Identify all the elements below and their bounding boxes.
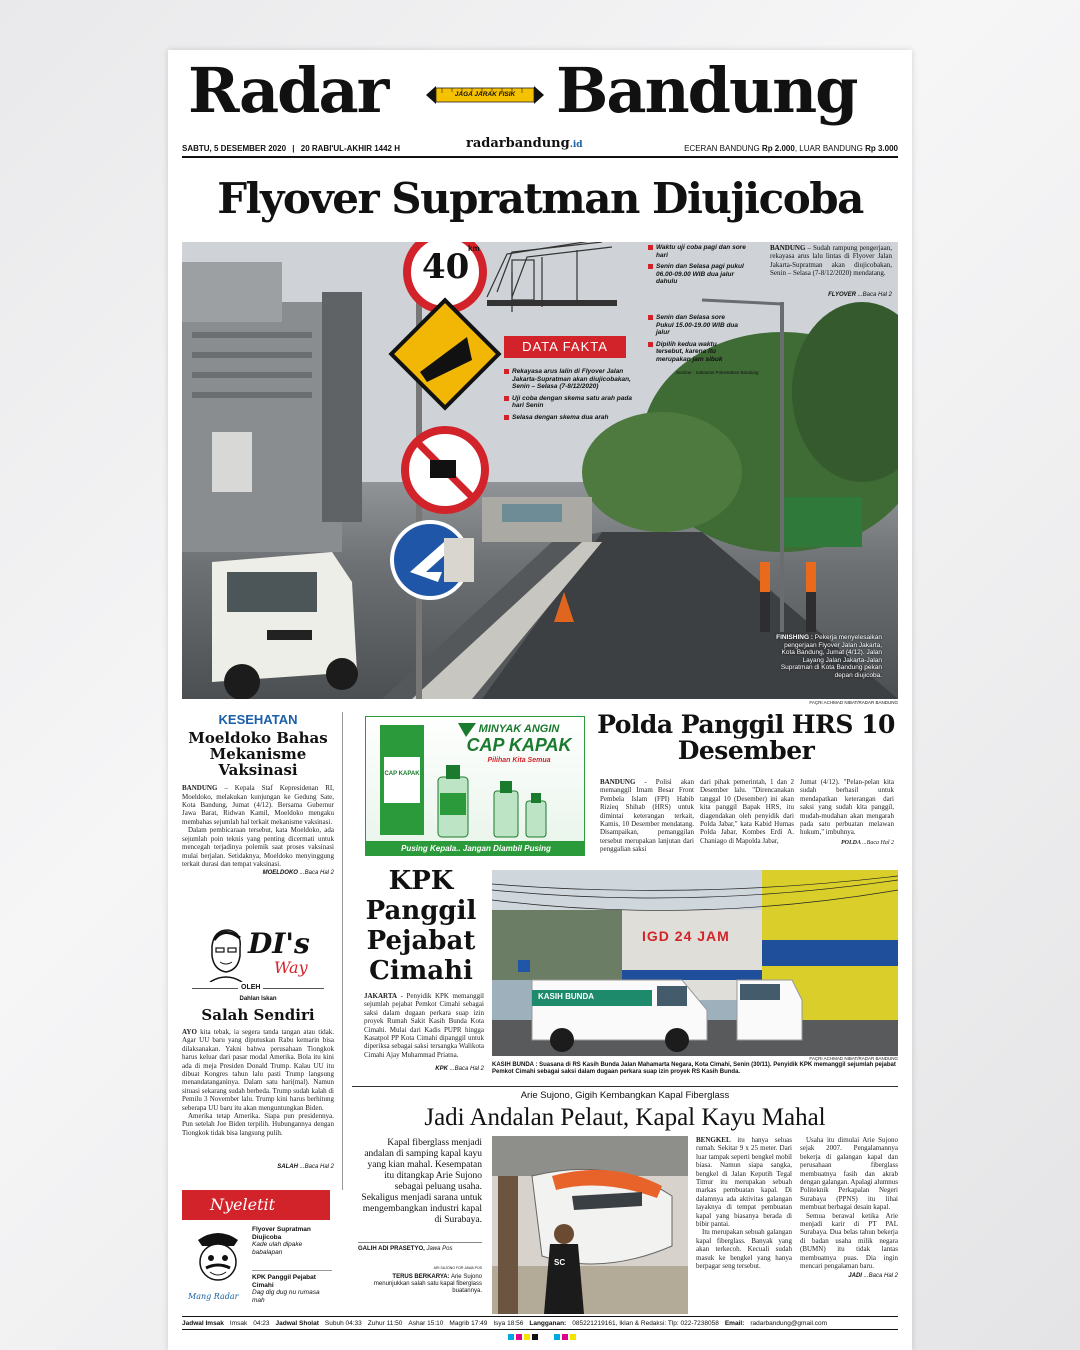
feature-rule (352, 1086, 898, 1087)
ad-tagline: Pusing Kepala.. Jangan Diambil Pusing (366, 841, 585, 856)
hijri-date: 20 RABI'UL-AKHIR 1442 H (300, 144, 401, 153)
facts-bottom (504, 368, 644, 421)
contact-info: 085221219161, Iklan & Redaksi: Tlp: 022-7238058 (572, 1319, 719, 1327)
column-rule (342, 712, 343, 1190)
disway-headline: Salah Sendiri (201, 1006, 315, 1024)
igd-sign: IGD 24 JAM (642, 928, 730, 944)
footer-bar: Jadwal Imsak Imsak 04:23 Jadwal Sholat Subuh 04:33 Zuhur 11:50 Ashar 15:10 Magrib 17:49 Isya 18:56 Langganan: 085221219161, Iklan & Redaksi: Tlp: 022-7238058 Email: radarbandung@gmail.com (182, 1316, 898, 1330)
ambulance-label: KASIH BUNDA (538, 992, 594, 1001)
polda-body (600, 778, 900, 854)
kpk-body: JAKARTA - Penyidik KPK memanggil sejumlah pejabat Pemkot Cimahi sebagai saksi dalam dugaan perkara suap izin proyek Rumah Sakit Kasih Bunda Kota Cimahi. Mulai dari Kadis PUPR hingga Kasatpol PP Kota Cimahi dipanggil untuk diperiksa sebagai saksi tersangka Walikota Cimahi Ajay Muhammad Priatna. (364, 992, 484, 1059)
feature-byline: GALIH ADI PRASETYO, Jawa Pos (358, 1242, 482, 1252)
newspaper-page (168, 50, 912, 1350)
date: SABTU, 5 DESEMBER 2020 (182, 144, 287, 153)
feature-col: BENGKEL itu hanya seluas rumah. Sekitar 9 x 25 meter. Dari luar tampak seperti bengkel mobil biasa. Namun siapa sangka, bengkel di Jalan Keputih Tegal Timur itu merupakan sebuah markas pembuatan kapal. Di dalamnya ada aktivitas galangan layaknya di tempat pembuatan kapal yang biasanya berada di bibir pantai. Itu merupakan sebuah galangan kapal fiberglass. Banyak yang akan terkecoh. Kecuali sudah masuk ke bengkel yang hanya berpagar seng tersebut. (696, 1136, 792, 1271)
feature-photo-credit: ARI SUJONO FOR JAWA POS (433, 1266, 482, 1270)
polda-headline: Polda Panggil HRS 10 Desember (597, 710, 895, 766)
fact-item: Dipilih kedua waktu tersebut, karena itu merupakan jam sibuk (648, 341, 738, 364)
fact-item: Senin dan Selasa sore Pukul 15.00-19.00 WIB dua jalur (648, 314, 738, 337)
polda-col: BANDUNG - Polisi akan memanggil Imam Besar Front Pembela Islam (FPI) Habib Rizieq Shihab (HRS) untuk dimintai keterangan terkait, Kamis, 10 Desember mendatang. Disampaikan, pemanggilan tersebut merupakan lanjutan dari penggalian saksi (600, 778, 694, 854)
kpk-caption: KASIH BUNDA : Suasana di RS Kasih Bunda Jalan Mahamarta Negara, Kota Cimahi, Senin (30/11). Penyidik KPK memanggil sejumlah pejabat Pemkot Cimahi sebagai saksi dalam dugaan perkara suap izin proyek RS Kasih Bunda. (492, 1062, 896, 1075)
cap-kapak-ad[interactable] (365, 716, 585, 856)
date-line: SABTU, 5 DESEMBER 2020 | 20 RABI'UL-AKHIR 1442 H (182, 144, 401, 153)
kesehatan-headline: Moeldoko Bahas Mekanisme Vaksinasi (188, 729, 328, 779)
nyeletit-box (182, 1190, 334, 1314)
feature-photo-caption: TERUS BERKARYA: Arie Sujono menunjukkan salah satu kapal fiberglass buatannya. (373, 1274, 482, 1294)
feature-headline: Jadi Andalan Pelaut, Kapal Kayu Mahal (424, 1104, 826, 1131)
ad-bottle-label: CAP KAPAK (384, 771, 420, 777)
shirt-text: SC (554, 1258, 566, 1267)
kpk-photo (492, 870, 898, 1056)
author-portrait (204, 926, 246, 982)
mascot-icon (188, 1226, 248, 1296)
nyeletit-title: Nyeletit (182, 1190, 330, 1220)
speed-unit: km (468, 244, 480, 253)
facts-top (648, 244, 748, 286)
feature-kicker: Arie Sujono, Gigih Kembangkan Kapal Fiberglass (520, 1090, 730, 1101)
section-label: KESEHATAN (218, 712, 298, 727)
kesehatan-article (182, 712, 334, 876)
facts-source: Sumber : Satlantas Polrestabes Bandung (676, 370, 759, 375)
kpk-photo-credit: FAÇRI ACHMAD NIBAT/RADAR BANDUNG (809, 1056, 898, 1061)
polda-col: Jumat (4/12). "Pelan-pelan kita sudah berhasil untuk mendapatkan keterangan dari saksi yang sudah kita panggil, mudah-mudahan akan mengarah pada satu perbuatan melawan hukum," imbuhnya. POLDA ...Baca Hal 2 (800, 778, 894, 846)
nyeletit-quote: Flyover Supratman Diujicoba Kade ulah dipake babalapan (252, 1226, 311, 1256)
disway-body: AYO kita tebak, ia segera tanda tangan atau tidak. Agar UU baru yang diputuskan Rabu kemarin bisa dilaksanakan. Yakni bahwa perusahaan Tiongkok harus keluar dari pasar modal Amerika. Bola itu kini ada di meja Presiden Donald Trump. Kalau UU itu dibuat Kongres tahun lalu pasti Trump langsung menandatanganinya. Dalam satu hari(mal). Namun situasi sekarang sudah berbeda. Trump sudah kalah di Pemilu 3 November lalu. Trump kini harus berhitung seberapa UU baru itu akan menguntungkan Biden. Amerika tetap Amerika. Siapa pun presidennya. Pun setelah Joe Biden terpilih. Hubungannya dengan Tiongkok tidak bisa langsung pulih. (182, 1028, 334, 1137)
data-fakta-label: DATA FAKTA (504, 336, 626, 358)
lead-photo-credit: FAÇRI ACHMAD NIBAT/RADAR BANDUNG (809, 700, 898, 705)
facts-mid (648, 314, 738, 363)
disway-column (182, 922, 334, 1192)
lead-intro: BANDUNG – Sudah rampung pengerjaan, rekayasa arus lalu lintas di Flyover Jalan Jakarta-Supratman akan diujicobakan, Senin – Selasa (7-8/12/2020) mendatang. (770, 244, 892, 278)
kpk-headline: KPK Panggil Pejabat Cimahi (365, 866, 477, 986)
sholat-label: Jadwal Sholat (275, 1319, 319, 1327)
masthead-right: Bandung (556, 54, 857, 127)
ad-brand-top: MINYAK ANGIN (478, 723, 560, 735)
oleh-label: OLEH (238, 984, 263, 991)
disway-author: Dahlan Iskan (239, 996, 277, 1002)
email-link[interactable]: radarbandung@gmail.com (750, 1319, 828, 1327)
price-line: ECERAN BANDUNG Rp 2.000, LUAR BANDUNG Rp 3.000 (684, 144, 898, 153)
fact-item: Rekayasa arus lalin di Flyover Jalan Jakarta-Supratman akan diujicobakan, Senin – Selasa (7-8/12/2020) (504, 368, 644, 391)
fact-item: Waktu uji coba pagi dan sore hari (648, 244, 748, 259)
mascot-name: Mang Radar (188, 1292, 239, 1301)
masthead-rule (182, 156, 898, 158)
lead-photo (182, 242, 898, 699)
ad-brand: CAP KAPAK (466, 735, 572, 755)
fact-item: Uji coba dengan skema satu arah pada hari Senin (504, 395, 644, 410)
ad-slogan: Pilihan Kita Semua (487, 757, 551, 764)
kesehatan-jump[interactable]: MOELDOKO ...Baca Hal 2 (262, 870, 334, 877)
lead-headline: Flyover Supratman Diujicoba (217, 174, 863, 223)
lead-jump[interactable]: FLYOVER ...Baca Hal 2 (828, 292, 892, 298)
fact-item: Senin dan Selasa pagi pukul 06.00-09.00 WIB dua jalur dahulu (648, 263, 748, 286)
site-url[interactable]: radarbandung.id (466, 136, 583, 151)
masthead-tagline: JAGA JARAK FISIK (454, 91, 516, 98)
feature-photo (492, 1136, 688, 1314)
kpk-jump[interactable]: KPK ...Baca Hal 2 (435, 1066, 484, 1072)
disway-logo: DI's (248, 927, 310, 960)
disway-logo-sub: Way (274, 958, 308, 977)
masthead-ruler (426, 84, 544, 106)
masthead-left: Radar (188, 54, 388, 127)
speed-limit-sign: 40 (422, 247, 470, 287)
polda-col: dari pihak pemerintah, 1 dan 2 Desember lalu. "Direncanakan tanggal 10 (Desember) ini akan kita panggil Bapak HRS, itu diagendakan oleh penyidik dari Polda Jabar," kata Kabid Humas Polda Jabar, Kombes Erdi A. Chaniago di Mapolda Jabar, (700, 778, 794, 845)
feature-col: Usaha itu dimulai Arie Sujono sejak 2007. Pengalamannya bekerja di galangan kapal dan perusahaan fiberglass membuatnya fasih dan akrab dengan galangan. Apalagi alumnus Politeknik Perkapalan Negeri Surabaya (PPNS) itu lihai membuat berbagai desain kapal. Semua berawal ketika Arie menjadi karir di PT PAL Surabaya. Dua belas tahun bekerja di badan usaha milik negara (BUMN) itu tidak lantas membuatnya puas. Dia ingin mencari pengalaman baru. JADI ...Baca Hal 2 (800, 1136, 898, 1279)
feature-pull: Kapal fiberglass menjadi andalan di samping kapal kayu yang kian mahal. Kesempatan itu ditangkap Arie Sujono sebagai peluang usaha. Sekaligus menjadi sarana untuk mengembangkan industri kapal di Surabaya. (361, 1138, 482, 1225)
imsak-label: Jadwal Imsak (182, 1319, 224, 1327)
polda-jump[interactable]: POLDA ...Baca Hal 2 (841, 839, 894, 846)
fact-item: Selasa dengan skema dua arah (504, 414, 644, 422)
kesehatan-body: BANDUNG – Kepala Staf Kepresidenan RI, Moeldoko, melakukan kunjungan ke Gedung Sate, Kota Bandung, Jumat (4/12). Bersama Gubernur Jawa Barat, Ridwan Kamil, Moeldoko mengaku membahas sejumlah hal terkait mekanisme vaksinasi. Dalam pembicaraan tersebut, kata Moeldoko, ada sejumlah poin teknis yang penting dicermati untuk mencegah terjadinya polemik saat proses vaksinasi mulai berjalan. Setidaknya, Moeldoko menyinggung terkait durasi dan tempat vaksinasi. (182, 784, 334, 868)
disway-jump[interactable]: SALAH ...Baca Hal 2 (277, 1164, 334, 1170)
color-registration-marks (508, 1334, 576, 1340)
nyeletit-quote: KPK Panggil Pejabat Cimahi Dag dig dug nu rumasa mah (252, 1270, 332, 1304)
feature-jump[interactable]: JADI ...Baca Hal 2 (848, 1272, 898, 1279)
lead-caption: FINISHING : Pekerja menyelesaikan pengerjaan Flyover Jalan Jakarta, Kota Bandung, Jumat (4/12). Jalan Layang Jalan Jakarta-Jalan Supratman di Kota Bandung pekan depan diujicoba. (776, 634, 882, 679)
